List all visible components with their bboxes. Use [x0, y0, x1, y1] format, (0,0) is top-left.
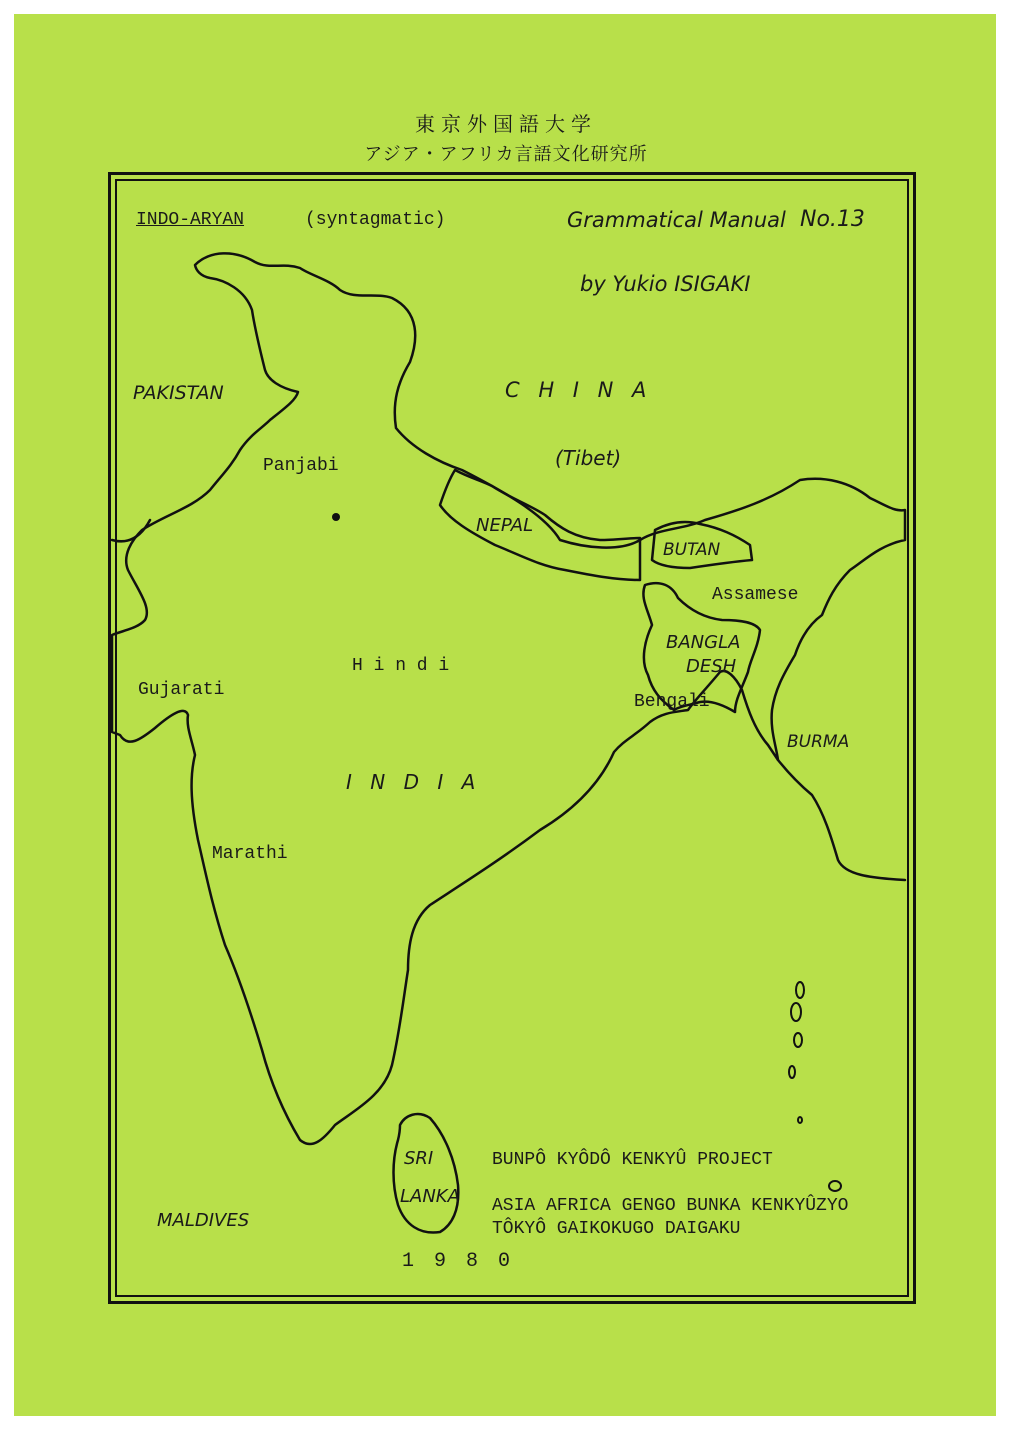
institute-name-jp: アジア・アフリカ言語文化研究所 [364, 144, 648, 165]
year: 1 9 8 0 [402, 1250, 515, 1273]
series-title: INDO-ARYAN [136, 210, 245, 230]
burma-coast [778, 760, 905, 880]
label-sri: SRI [404, 1148, 434, 1169]
label-assamese: Assamese [712, 585, 799, 605]
delhi-dot [332, 513, 340, 521]
island-3 [794, 1033, 802, 1047]
srilanka-outline [394, 1114, 459, 1232]
label-nepal: NEPAL [476, 515, 534, 536]
island-1 [796, 982, 804, 998]
institute-romaji: ASIA AFRICA GENGO BUNKA KENKYÛZYO [492, 1196, 849, 1216]
label-lanka: LANKA [400, 1186, 460, 1207]
manual-title: Grammatical Manual [567, 208, 786, 232]
university-romaji: TÔKYÔ GAIKOKUGO DAIGAKU [492, 1219, 741, 1239]
label-maldives: MALDIVES [157, 1210, 250, 1231]
label-burma: BURMA [787, 732, 850, 752]
label-tibet: (Tibet) [555, 446, 622, 470]
label-bangla: BANGLA [666, 632, 741, 653]
label-panjabi: Panjabi [263, 456, 339, 476]
label-china: C H I N A [505, 378, 653, 402]
nepal-outline [440, 470, 640, 580]
label-pakistan: PAKISTAN [133, 382, 224, 404]
project-name: BUNPÔ KYÔDÔ KENKYÛ PROJECT [492, 1150, 773, 1170]
manual-number: No.13 [800, 207, 865, 232]
label-india: I N D I A [346, 770, 482, 794]
island-6 [829, 1181, 841, 1191]
university-name-jp: 東京外国語大学 [415, 112, 597, 136]
author: by Yukio ISIGAKI [580, 272, 751, 296]
label-hindi: H i n d i [352, 656, 450, 676]
label-marathi: Marathi [212, 844, 288, 864]
label-butan: BUTAN [663, 540, 721, 560]
series-subtitle: (syntagmatic) [305, 210, 446, 230]
label-bengali: Bengali [634, 692, 710, 712]
island-2 [791, 1003, 801, 1021]
island-5 [798, 1117, 802, 1123]
island-4 [789, 1066, 795, 1078]
label-gujarati: Gujarati [138, 680, 225, 700]
west-border [112, 520, 150, 541]
label-desh: DESH [686, 656, 737, 677]
